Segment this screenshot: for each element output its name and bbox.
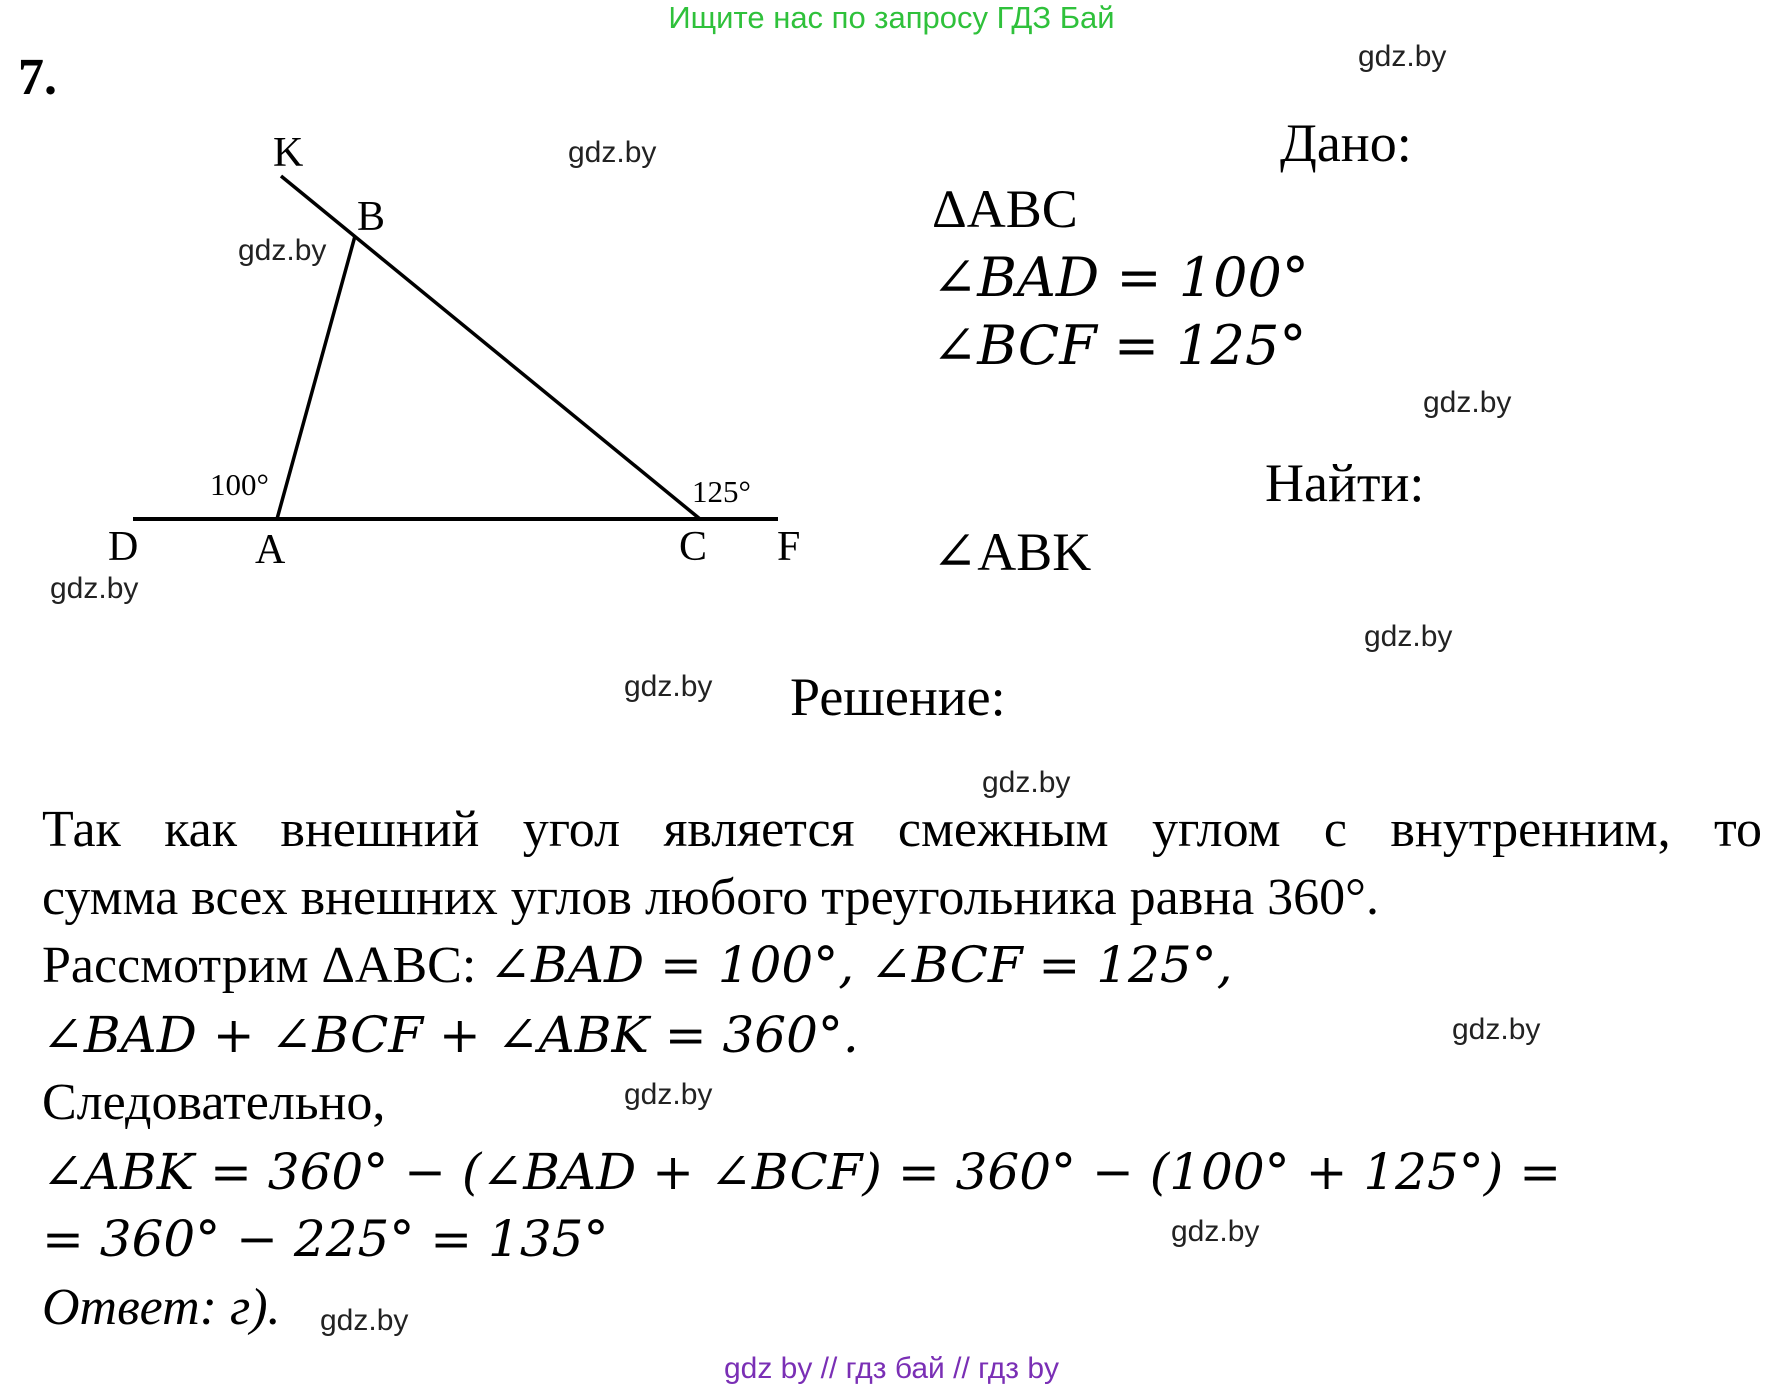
top-banner: Ищите нас по запросу ГДЗ Бай [668, 0, 1115, 35]
point-label-k: K [273, 130, 304, 176]
watermark: gdz.by [238, 234, 327, 267]
given-angle-bcf: ∠BCF = 125° [932, 314, 1307, 377]
solution-text-line-3 [42, 936, 1233, 995]
solution-title: Решение: [790, 667, 1006, 727]
therefore-text: Следовательно, [42, 1074, 386, 1131]
bottom-banner[interactable]: gdz by // гдз бай // гдз by [723, 1352, 1060, 1385]
point-label-c: C [679, 524, 708, 570]
watermark: gdz.by [1364, 620, 1453, 653]
equation-sum: ∠BAD + ∠BCF + ∠ABK = 360°. [42, 1006, 859, 1064]
angle-label-a: 100° [210, 467, 269, 502]
watermark: gdz.by [1423, 386, 1512, 419]
find-angle-abk: ∠ABK [932, 522, 1092, 582]
segment-ab [277, 236, 355, 519]
consider-angles: ∠BAD = 100°, ∠BCF = 125°, [489, 936, 1233, 994]
watermark: gdz.by [1171, 1215, 1260, 1248]
angle-label-c: 125° [692, 474, 751, 509]
watermark: gdz.by [624, 1078, 713, 1111]
watermark: gdz.by [1452, 1013, 1541, 1046]
equation-abk: ∠ABK = 360° − (∠BAD + ∠BCF) = 360° − (100° + 125°) = [42, 1143, 1562, 1201]
point-label-d: D [108, 524, 139, 570]
watermark: gdz.by [982, 766, 1071, 799]
equation-result: = 360° − 225° = 135° [42, 1210, 609, 1268]
watermark: gdz.by [320, 1304, 409, 1337]
consider-prefix: Рассмотрим ΔABC: [42, 937, 490, 994]
watermark: gdz.by [568, 136, 657, 169]
answer: Ответ: г). [42, 1279, 281, 1336]
find-title: Найти: [1265, 453, 1425, 513]
point-label-f: F [777, 524, 801, 570]
point-label-b: B [357, 194, 386, 240]
given-triangle: ΔABC [932, 179, 1078, 239]
watermark: gdz.by [50, 572, 139, 605]
task-number: 7. [18, 49, 57, 106]
solution-text-line-1: Так как внешний угол является смежным углом с внутренним, то [42, 801, 1762, 858]
given-title: Дано: [1280, 113, 1412, 173]
watermark: gdz.by [1358, 40, 1447, 73]
watermark: gdz.by [624, 670, 713, 703]
triangle-figure [0, 0, 820, 600]
point-label-a: A [255, 527, 286, 573]
solution-text-line-2: сумма всех внешних углов любого треугольника равна 360°. [42, 869, 1379, 926]
line-kc [281, 176, 700, 519]
given-angle-bad: ∠BAD = 100° [932, 246, 1309, 309]
